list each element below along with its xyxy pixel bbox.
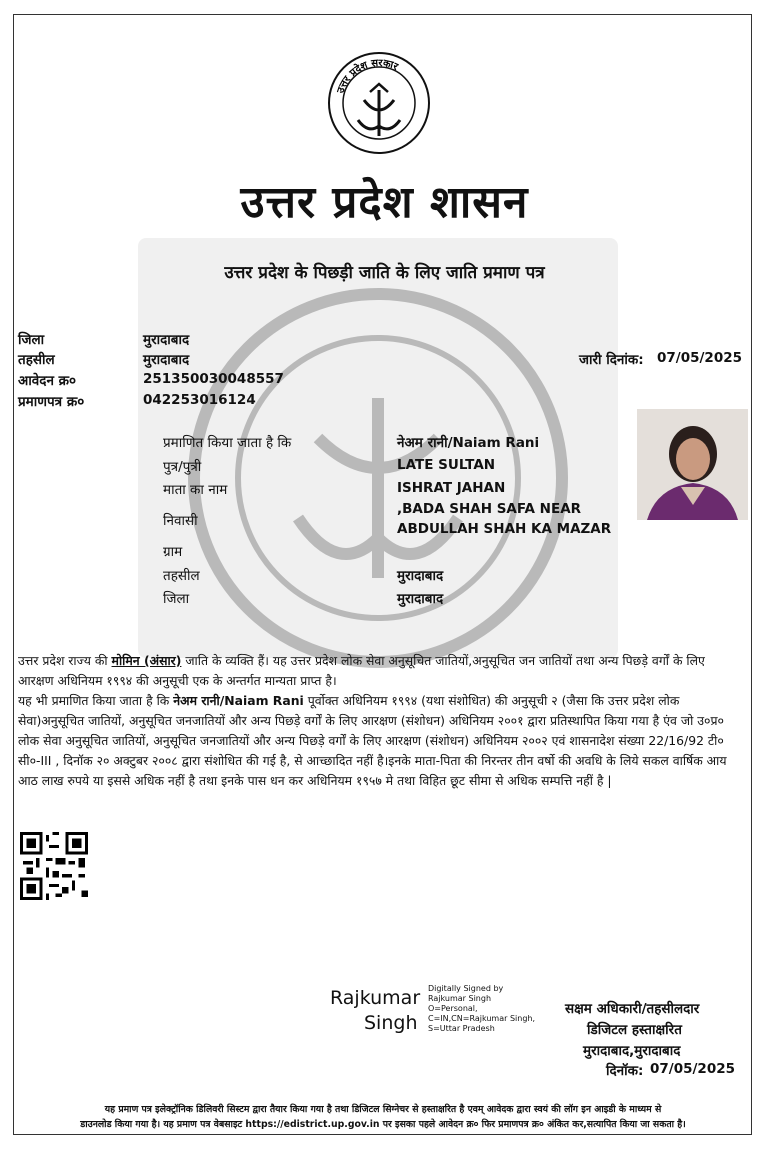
caste-name: मोमिन (अंसार): [111, 653, 182, 668]
detail-district-label: जिला: [163, 591, 190, 607]
footer-line2: डाउनलोड किया गया है। यह प्रमाण पत्र वेबसाइट https://edistrict.up.gov.in पर इसका पहले आवेदन क्र० फिर प्रमाणपत्र क्र० अंकित कर,सत्यापित किया जा सकता है।: [80, 1119, 686, 1130]
mother-name: ISHRAT JAHAN: [397, 480, 506, 496]
para1-rest: जाति के व्यक्ति हैं। यह उत्तर प्रदेश लोक सेवा अनुसूचित जातियों,अनुसूचित जन जातियों तथा अन्य पिछड़े वर्गों के लिए आरक्षण अधिनियम १९९४ की अनुसूची एक के अन्तर्गत मान्यता प्राप्त है।: [18, 653, 705, 688]
mother-label: माता का नाम: [163, 482, 228, 498]
authority-date-label: दिनॉक:: [606, 1063, 644, 1079]
resident-label: निवासी: [163, 513, 198, 529]
issue-date-label: जारी दिनांक:: [579, 352, 644, 368]
footer-line1: यह प्रमाण पत्र इलेक्ट्रॉनिक डिलिवरी सिस्टम द्वारा तैयार किया गया है तथा डिजिटल सिग्नेचर से हस्ताक्षरित है एवम् आवेदक द्वारा स्वयं की लॉग इन आइडी के माध्यम से: [104, 1104, 662, 1115]
village-label: ग्राम: [163, 544, 183, 560]
certificate-label: प्रमाणपत्र क्र०: [18, 394, 85, 410]
certified-label: प्रमाणित किया जाता है कि: [163, 435, 292, 451]
tehsil-value: मुरादाबाद: [143, 352, 190, 368]
district-value: मुरादाबाद: [143, 332, 190, 348]
tehsil-label: तहसील: [18, 352, 55, 368]
issue-date-value: 07/05/2025: [657, 350, 743, 366]
signer-name-line2: Singh: [364, 1012, 418, 1034]
father-name: LATE SULTAN: [397, 457, 496, 473]
para2-name: नेअम रानी/Naiam Rani: [173, 693, 304, 708]
signer-name-line1: Rajkumar: [330, 987, 421, 1009]
para2-rest: पूर्वोक्त अधिनियम १९९४ (यथा संशोधित) की अनुसूची २ (जैसा कि उत्तर प्रदेश लोक सेवा)अनुसूचित जातियों, अनुसूचित जनजातियों और अन्य पिछड़े वर्गों के लिए आरक्षण (संशोधन) अधिनियम २००१ द्वारा प्रतिस्थापित किया गया है एंव जो उ०प्र० लोक सेवा अनुसूचित जातियों, अनुसूचित जनजातियों और अन्य पिछड़े वर्गों के लिए आरक्षण (संशोधन) अधिनियम २००२ एवं शासनादेश संख्या 22/16/92 टी० सी०-III , दिनॉक २० अक्टुबर २००८ द्वारा संशोधित की गई है, से आच्छादित नहीं है।इनके माता-पिता की निरन्तर तीन वर्षो की अवधि के लिये सकल वार्षिक आय आठ लाख रुपये या इससे अधिक नहीं है तथा इनके पास धन कर अधिनियम १९५७ मे तथा विहित छूट सीमा से अधिक सम्पत्ति नहीं है |: [18, 693, 727, 788]
resident-address-line1: ,BADA SHAH SAFA NEAR: [397, 501, 582, 517]
application-number: 251350030048557: [143, 371, 284, 387]
authority-location: मुरादाबाद,मुरादाबाद: [583, 1043, 681, 1059]
para1-start: उत्तर प्रदेश राज्य की: [18, 653, 108, 668]
authority-title: सक्षम अधिकारी/तहसीलदार: [565, 1001, 700, 1017]
svg-text:उत्तर प्रदेश सरकार: [335, 58, 400, 96]
son-daughter-label: पुत्र/पुत्री: [163, 459, 202, 475]
authority-digital: डिजिटल हस्ताक्षरित: [587, 1022, 682, 1038]
application-label: आवेदन क्र०: [18, 373, 77, 389]
certificate-subtitle: उत्तर प्रदेश के पिछड़ी जाति के लिए जाति प्रमाण पत्र: [224, 263, 545, 283]
certificate-number: 042253016124: [143, 392, 256, 408]
footer-note: [28, 1102, 738, 1132]
state-emblem-icon: [326, 50, 432, 156]
page-title: उत्तर प्रदेश शासन: [240, 177, 529, 228]
detail-district-value: मुरादाबाद: [397, 591, 444, 607]
applicant-photo: [637, 409, 748, 520]
applicant-name: नेअम रानी/Naiam Rani: [397, 435, 540, 451]
digital-signature-note: Digitally Signed by Rajkumar Singh O=Personal, C=IN,CN=Rajkumar Singh, S=Uttar Pradesh: [428, 984, 536, 1033]
resident-address-line2: ABDULLAH SHAH KA MAZAR: [397, 521, 612, 537]
para2-start: यह भी प्रमाणित किया जाता है कि: [18, 693, 170, 708]
emblem-text: उत्तर प्रदेश सरकार: [335, 57, 400, 95]
district-label: जिला: [18, 332, 45, 348]
certificate-body: [18, 651, 743, 791]
authority-date-value: 07/05/2025: [650, 1061, 736, 1077]
qr-code-icon: [20, 832, 88, 900]
detail-tehsil-value: मुरादाबाद: [397, 568, 444, 584]
detail-tehsil-label: तहसील: [163, 568, 200, 584]
